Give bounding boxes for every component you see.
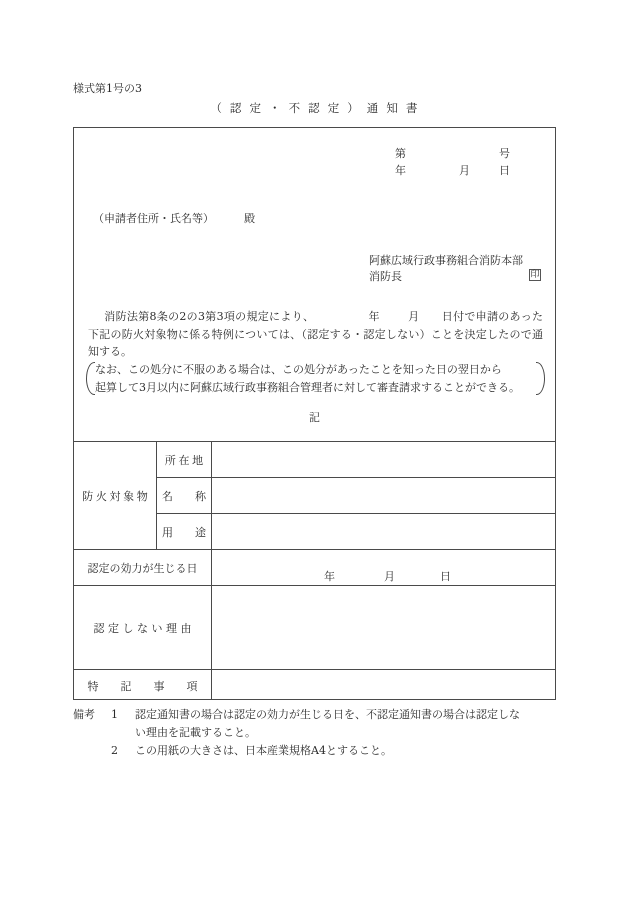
bracket-left-icon	[86, 361, 95, 396]
seal-icon: 印	[530, 270, 540, 280]
row-label-name: 名 称	[156, 477, 211, 513]
document-number-suffix: 号	[499, 147, 510, 160]
table-row	[74, 513, 555, 549]
row-value-name[interactable]	[211, 477, 555, 513]
body-date-month: 月	[407, 310, 420, 323]
issue-date-month: 月	[459, 164, 470, 177]
table-row	[74, 477, 555, 513]
notice-body-text	[88, 308, 543, 361]
body-date-year: 年	[368, 310, 380, 323]
row-label-location: 所在地	[156, 442, 211, 478]
notice-upper-area	[74, 128, 555, 441]
effective-date-year: 年	[324, 569, 335, 583]
row-value-location[interactable]	[211, 442, 555, 477]
notes-heading: 備考	[73, 708, 95, 721]
issuer-organization: 阿蘇広域行政事務組合消防本部	[369, 254, 523, 267]
issue-date-year: 年	[395, 164, 406, 177]
addressee-honorific: 殿	[244, 212, 255, 225]
non-certification-reason-value[interactable]	[211, 586, 555, 669]
note-text-line-1: この用紙の大きさは、日本産業規格A4とすること。	[135, 744, 392, 757]
appeal-line-1: なお、この処分に不服のある場合は、この処分があったことを知った日の翌日から	[95, 363, 502, 376]
document-number-block	[371, 145, 541, 179]
note-item	[73, 706, 573, 742]
note-text-line-2: い理由を記載すること。	[135, 726, 256, 739]
addressee-label: （申請者住所・氏名等）	[93, 212, 214, 225]
appeal-line-2: 起算して3月以内に阿蘇広域行政事務組合管理者に対して審査請求することができる。	[95, 380, 520, 394]
remarks-label: 特 記 事 項	[87, 679, 198, 693]
row-label-usage: 用 途	[156, 513, 211, 549]
note-text-line-1: 認定通知書の場合は認定の効力が生じる日を、不認定通知書の場合は認定しな	[135, 708, 520, 721]
effective-date-label: 認定の効力が生じる日	[87, 562, 198, 575]
issuer-title: 消防長	[369, 270, 402, 283]
body-decision-text: 日付で申請のあった下記の防火対象物に係る特例については、（認定する・認定しない）ことを決定したので通知する。	[88, 310, 544, 358]
body-clause-reference: 消防法第8条の2の3第3項の規定により、	[104, 310, 315, 323]
issuer-title-row	[369, 269, 541, 285]
table-row	[74, 669, 555, 700]
footer-notes	[73, 706, 573, 760]
appeal-notice	[86, 361, 545, 396]
note-index: 1	[111, 708, 118, 721]
document-number-prefix: 第	[395, 147, 406, 160]
non-certification-reason-label: 認 定 し な い 理 由	[93, 622, 192, 635]
notice-frame	[73, 127, 556, 700]
fire-object-group-label: 防火対象物	[82, 490, 151, 503]
effective-date-day: 日	[440, 569, 451, 583]
table-row	[74, 549, 555, 585]
document-number-row	[371, 145, 541, 162]
issue-date-row	[371, 162, 541, 179]
remarks-value[interactable]	[211, 670, 555, 700]
addressee-line	[93, 210, 255, 226]
issue-date-day: 日	[499, 164, 510, 177]
issuer-block	[369, 253, 541, 285]
note-index: 2	[111, 744, 118, 757]
row-value-usage[interactable]	[211, 513, 555, 549]
bracket-right-icon	[536, 361, 545, 396]
table-row	[74, 585, 555, 669]
appeal-notice-text	[95, 361, 536, 396]
document-title: （ 認 定 ・ 不 認 定 ） 通 知 書	[210, 101, 420, 115]
note-item	[73, 742, 573, 760]
form-number: 様式第1号の3	[73, 82, 142, 95]
effective-date-month: 月	[384, 569, 395, 583]
ki-marker: 記	[309, 411, 320, 424]
effective-date-value[interactable]	[211, 550, 555, 585]
